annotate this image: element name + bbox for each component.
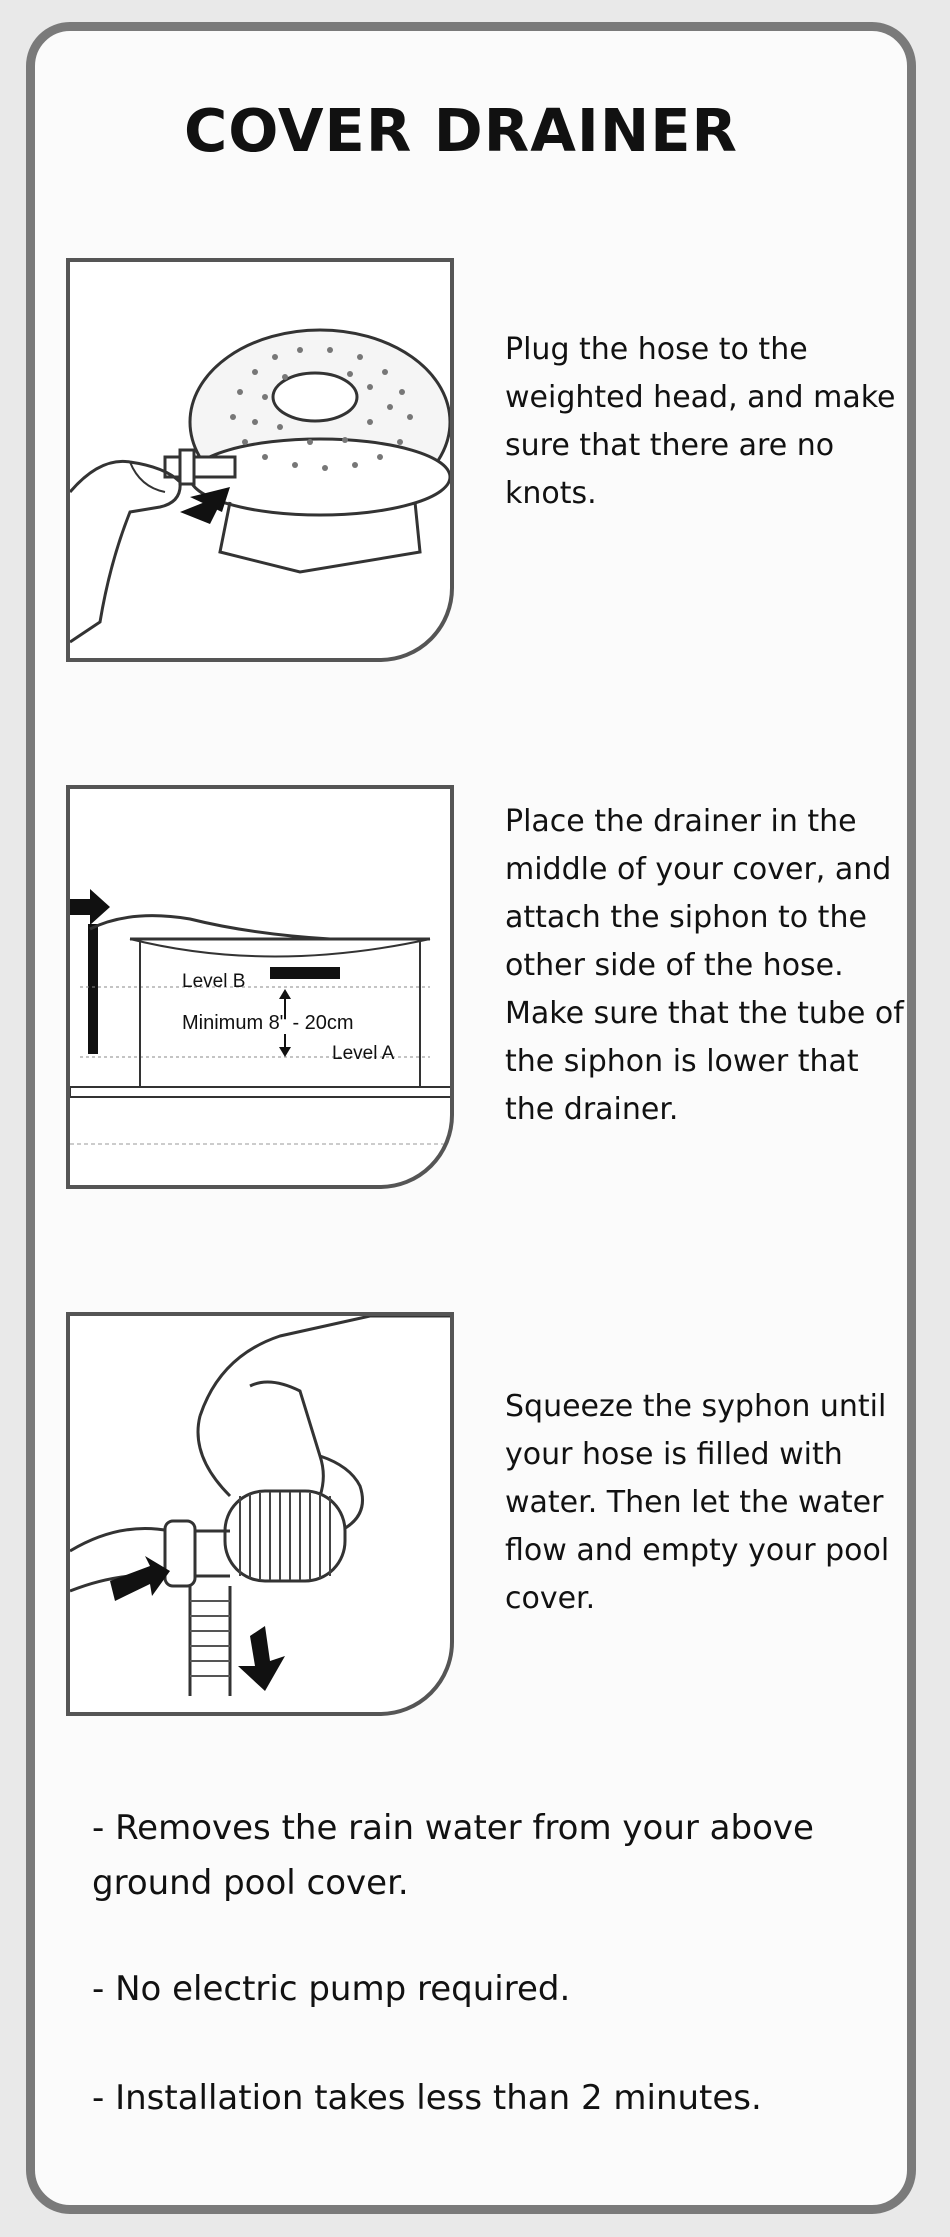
step-1-text: Plug the hose to the weighted head, and make sure that there are no knots. — [505, 332, 896, 511]
step-2-illustration — [66, 785, 454, 1189]
drainer-head-image — [70, 262, 454, 662]
feature-item: - Installation takes less than 2 minutes. — [92, 2078, 762, 2118]
step-1-illustration — [66, 258, 454, 662]
page-title: COVER DRAINER — [184, 96, 738, 165]
feature-item: - Removes the rain water from your above ground pool cover. — [92, 1808, 814, 1903]
step-3-illustration — [66, 1312, 454, 1716]
level-b-label: Level B — [182, 971, 246, 992]
step-3-text: Squeeze the syphon until your hose is filled with water. Then let the water flow and empty your pool cover. — [505, 1389, 890, 1616]
level-a-label: Level A — [332, 1043, 395, 1064]
step-2-text: Place the drainer in the middle of your cover, and attach the siphon to the other side of the hose. Make sure that the tube of the siphon is lower that the drainer. — [505, 804, 904, 1127]
siphon-level-diagram — [70, 789, 454, 1189]
feature-item: - No electric pump required. — [92, 1969, 571, 2009]
squeeze-syphon-image — [70, 1316, 454, 1716]
minimum-height-label: Minimum 8" - 20cm — [182, 1012, 354, 1034]
